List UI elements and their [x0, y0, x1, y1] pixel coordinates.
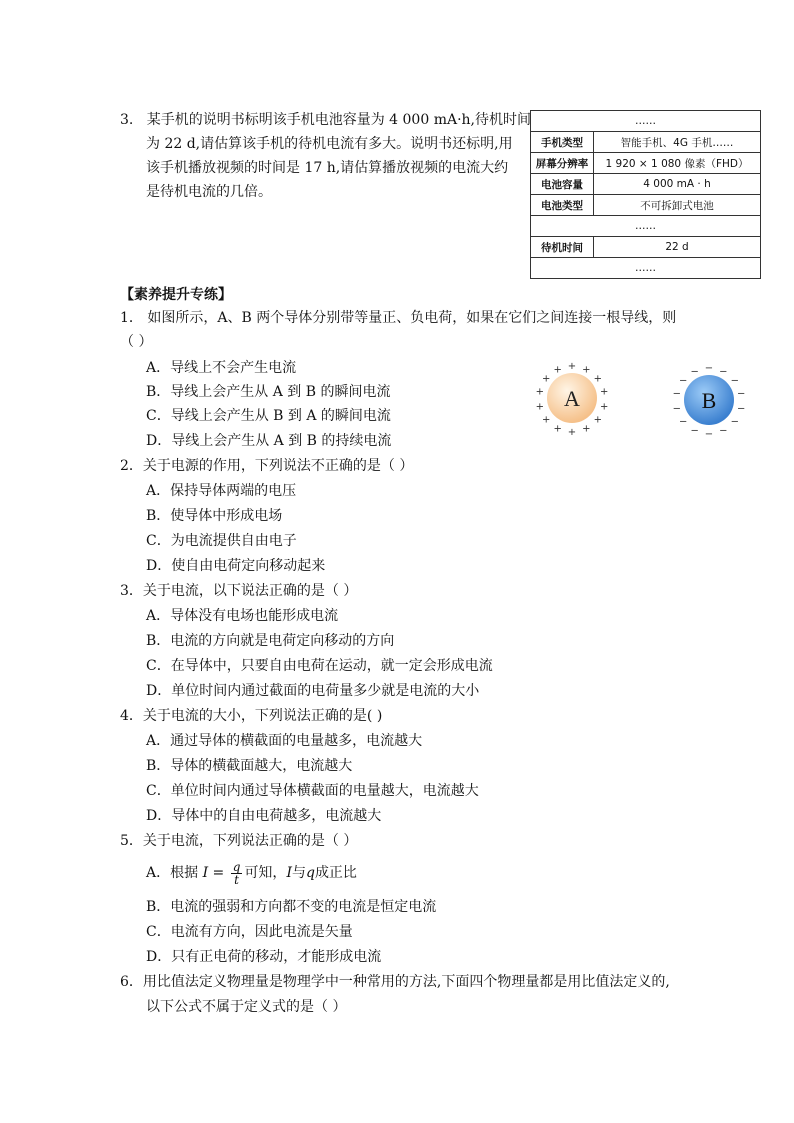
minus-charge: −: [704, 429, 714, 440]
plus-charge: +: [600, 386, 609, 398]
minus-charge: −: [719, 366, 728, 378]
minus-charge: −: [672, 388, 681, 400]
question-1-option-b: B．导线上会产生从 A 到 B 的瞬间电流: [146, 384, 391, 400]
question-3-line-3: 该手机播放视频的时间是 17 h,请估算播放视频的电流大约: [146, 160, 509, 176]
sphere-a-group: [536, 361, 609, 438]
minus-charge: −: [704, 363, 714, 374]
question-5-option-a-suffix1: 可知，: [244, 865, 287, 881]
minus-charge: −: [690, 425, 699, 437]
question-1-option-c: C．导线上会产生从 B 到 A 的瞬间电流: [146, 408, 391, 424]
minus-charge: −: [690, 366, 699, 378]
spec-row-dots-top: [531, 111, 761, 132]
plus-charge: +: [582, 423, 591, 435]
question-5-option-a-prefix: A．根据: [146, 865, 199, 881]
spec-value: 1 920 × 1 080 像素（FHD）: [594, 153, 761, 174]
question-3b-stem: 3．关于电流，以下说法正确的是（ ）: [120, 583, 358, 599]
question-2-option-a: A．保持导体两端的电压: [146, 483, 297, 499]
question-4-option-d: D．导体中的自由电荷越多，电流越大: [146, 808, 382, 824]
spec-row-battery-type: [531, 195, 761, 216]
question-4-option-b: B．导体的横截面越大，电流越大: [146, 758, 353, 774]
question-1-option-a: A．导线上不会产生电流: [146, 360, 297, 376]
spec-row-dots-mid: [531, 216, 761, 237]
spec-label: 手机类型: [531, 132, 594, 153]
question-3-text-1: 某手机的说明书标明该手机电池容量为 4 000 mA·h,待机时间: [146, 112, 531, 128]
plus-charge: +: [582, 364, 591, 376]
sphere-a-label: A: [564, 386, 580, 411]
spec-row-standby: [531, 237, 761, 258]
question-4-option-c: C．单位时间内通过导体横截面的电量越大，电流越大: [146, 783, 479, 799]
question-5-option-a-suffix2: 成正比: [314, 865, 357, 881]
question-4-stem: 4．关于电流的大小，下列说法正确的是( ): [120, 708, 383, 724]
spec-dots-bottom: ……: [531, 258, 761, 279]
question-2-option-c: C．为电流提供自由电子: [146, 533, 297, 549]
minus-charge: −: [679, 416, 688, 428]
question-3-block: [120, 108, 531, 204]
spec-row-battery-capacity: [531, 174, 761, 195]
plus-charge: +: [542, 373, 551, 385]
question-6-stem-2: 以下公式不属于定义式的是（ ）: [146, 999, 347, 1015]
formula-denominator: t: [234, 872, 239, 887]
minus-charge: −: [737, 388, 746, 400]
spec-row-resolution: [531, 153, 761, 174]
minus-charge: −: [719, 425, 728, 437]
phone-spec-table: [530, 110, 761, 279]
spec-label: 屏幕分辨率: [531, 153, 594, 174]
symbol-i: I: [286, 865, 292, 881]
question-2-option-b: B．使导体中形成电场: [146, 508, 283, 524]
question-6-stem: 6．用比值法定义物理量是物理学中一种常用的方法,下面四个物理量都是用比值法定义的,: [120, 974, 670, 990]
question-1-stem: 1． 如图所示，A、B 两个导体分别带等量正、负电荷，如果在它们之间连接一根导线，则: [120, 310, 677, 326]
spec-value: 不可拆卸式电池: [594, 195, 761, 216]
plus-charge: +: [593, 414, 602, 426]
question-5-option-b: B．电流的强弱和方向都不变的电流是恒定电流: [146, 899, 437, 915]
plus-charge: +: [600, 401, 609, 413]
question-5-option-c: C．电流有方向，因此电流是矢量: [146, 924, 353, 940]
formula-fraction: [231, 861, 243, 886]
plus-charge: +: [567, 361, 577, 372]
plus-charge: +: [553, 423, 562, 435]
spec-label: 待机时间: [531, 237, 594, 258]
question-3b-option-d: D．单位时间内通过截面的电荷量多少就是电流的大小: [146, 683, 480, 699]
plus-charge: +: [542, 414, 551, 426]
sphere-b-label: B: [701, 388, 717, 413]
question-5-stem: 5．关于电流，下列说法正确的是（ ）: [120, 833, 358, 849]
spec-row-dots-bottom: [531, 258, 761, 279]
question-3b-option-c: C．在导体中，只要自由电荷在运动，就一定会形成电流: [146, 658, 493, 674]
symbol-q: q: [305, 865, 315, 881]
plus-charge: +: [567, 427, 577, 438]
question-3b-option-b: B．电流的方向就是电荷定向移动的方向: [146, 633, 395, 649]
spec-label: 电池类型: [531, 195, 594, 216]
section-title: 【素养提升专练】: [120, 287, 232, 303]
plus-charge: +: [535, 401, 544, 413]
question-1-stem-2: （ ）: [120, 334, 153, 350]
spec-label: 电池容量: [531, 174, 594, 195]
formula-numerator: q: [232, 859, 241, 874]
question-1-option-d: D．导线上会产生从 A 到 B 的持续电流: [146, 433, 392, 449]
spec-row-phone-type: [531, 132, 761, 153]
minus-charge: −: [730, 375, 739, 387]
formula-lhs: I =: [202, 865, 225, 881]
question-3-number: 3.: [120, 112, 134, 128]
plus-charge: +: [593, 373, 602, 385]
question-2-stem: 2．关于电源的作用，下列说法不正确的是（ ）: [120, 458, 414, 474]
spec-value: 22 d: [594, 237, 761, 258]
question-3-line-4: 是待机电流的几倍。: [146, 184, 272, 200]
spec-value: 智能手机、4G 手机……: [594, 132, 761, 153]
minus-charge: −: [672, 403, 681, 415]
spec-value: 4 000 mA · h: [594, 174, 761, 195]
charged-spheres-figure: [530, 358, 760, 440]
plus-charge: +: [535, 386, 544, 398]
spec-dots-top: ……: [531, 111, 761, 132]
sphere-b-group: [673, 363, 746, 440]
question-2-option-d: D．使自由电荷定向移动起来: [146, 558, 326, 574]
question-3b-option-a: A．导体没有电场也能形成电流: [146, 608, 339, 624]
minus-charge: −: [730, 416, 739, 428]
plus-charge: +: [553, 364, 562, 376]
minus-charge: −: [737, 403, 746, 415]
question-4-option-a: A．通过导体的横截面的电量越多，电流越大: [146, 733, 423, 749]
question-3-line-1: [120, 108, 531, 132]
question-3-line-2: 为 22 d,请估算该手机的待机电流有多大。说明书还标明,用: [146, 136, 513, 152]
minus-charge: −: [679, 375, 688, 387]
question-5-option-a: [146, 858, 357, 888]
question-5-option-a-mid: 与: [291, 865, 306, 881]
spec-dots-mid: ……: [531, 216, 761, 237]
question-5-option-d: D．只有正电荷的移动，才能形成电流: [146, 949, 382, 965]
